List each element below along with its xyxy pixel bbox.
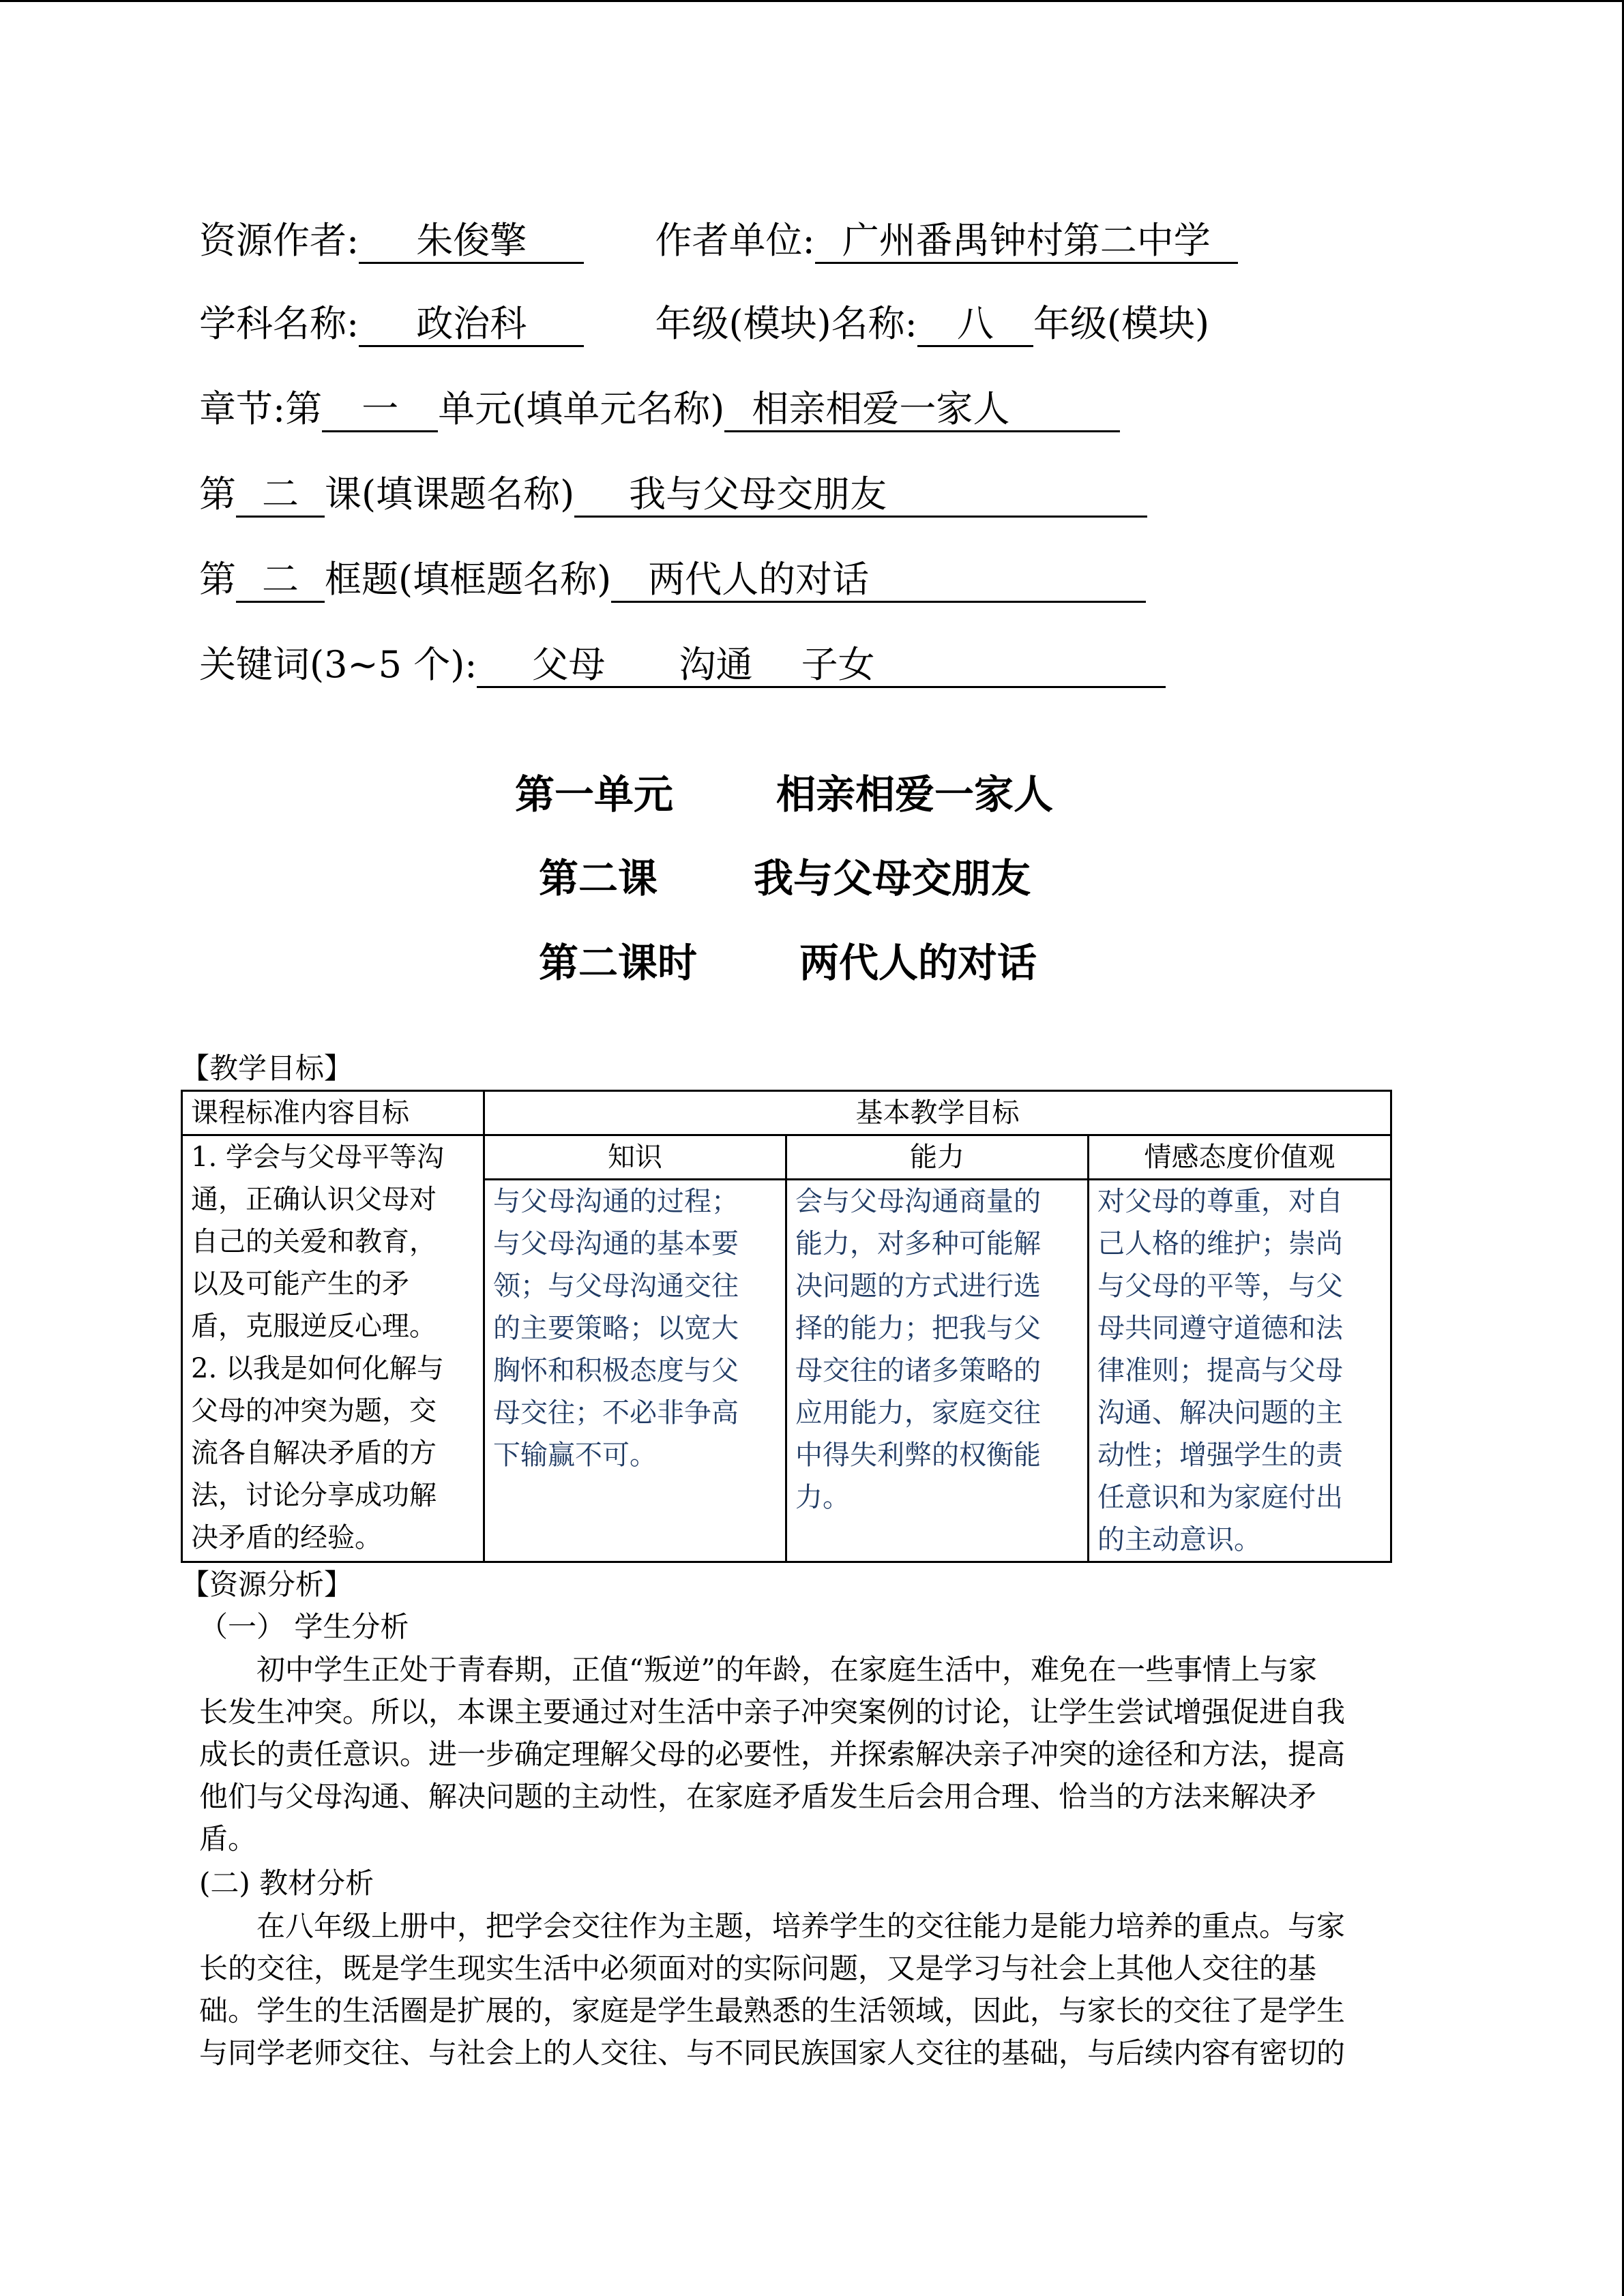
goals-header-row [182, 1091, 1391, 1135]
knowledge-line: 的主要策略；以宽大 [493, 1313, 739, 1344]
lesson-line [199, 471, 1147, 518]
knowledge-line: 与父母沟通的过程； [493, 1186, 739, 1217]
emotion-line: 沟通、解决问题的主 [1097, 1397, 1343, 1429]
emotion-line: 对父母的尊重，对自 [1097, 1186, 1343, 1217]
knowledge-cell [484, 1180, 786, 1562]
subject-label: 学科名称: [199, 302, 359, 345]
emotion-line: 己人格的维护；崇尚 [1097, 1228, 1343, 1259]
standard-line: 流各自解决矛盾的方 [191, 1437, 437, 1469]
keywords-line [199, 641, 1166, 689]
knowledge-line: 下输赢不可。 [493, 1440, 657, 1471]
frame-line [199, 556, 1146, 603]
col-emotion-header: 情感态度价值观 [1089, 1135, 1391, 1180]
period-heading-title: 两代人的对话 [799, 940, 1037, 986]
emotion-line: 母共同遵守道德和法 [1097, 1313, 1343, 1344]
standard-line: 以及可能产生的矛 [191, 1268, 409, 1300]
unit-label: 作者单位: [655, 219, 815, 262]
paragraph-line: 成长的责任意识。进一步确定理解父母的必要性，并探索解决亲子冲突的途径和方法，提高 [199, 1738, 1346, 1771]
emotion-cell [1089, 1180, 1391, 1562]
ability-cell [786, 1180, 1089, 1562]
author-line [199, 217, 1238, 265]
ability-line: 母交往的诸多策略的 [795, 1355, 1041, 1386]
paragraph-line: 与同学老师交往、与社会上的人交往、与不同民族国家人交往的基础，与后续内容有密切的 [199, 2036, 1346, 2070]
standard-line: 法，讨论分享成功解 [191, 1480, 437, 1511]
standard-line: 决矛盾的经验。 [191, 1522, 382, 1553]
emotion-line: 律准则；提高与父母 [1097, 1355, 1343, 1386]
paragraph-line: 他们与父母沟通、解决问题的主动性，在家庭矛盾发生后会用合理、恰当的方法来解决矛 [199, 1780, 1317, 1813]
standard-line: 自己的关爱和教育， [191, 1226, 437, 1257]
unit-heading-number: 第一单元 [515, 771, 674, 818]
emotion-line: 与父母的平等，与父 [1097, 1270, 1343, 1302]
chapter-line [199, 385, 1120, 433]
ability-line: 决问题的方式进行选 [795, 1270, 1041, 1302]
standard-line: 通，正确认识父母对 [191, 1184, 437, 1215]
paragraph-line: 在八年级上册中，把学会交往作为主题，培养学生的交往能力是能力培养的重点。与家 [199, 1909, 1346, 1943]
textbook-analysis-paragraph [199, 1905, 1400, 2074]
standard-line: 盾，克服逆反心理。 [191, 1311, 437, 1342]
ability-line: 能力，对多种可能解 [795, 1228, 1041, 1259]
knowledge-line: 与父母沟通的基本要 [493, 1228, 739, 1259]
frame-mid: 框题(填框题名称) [325, 558, 612, 601]
lesson-number: 二 [236, 473, 325, 518]
lesson-mid: 课(填课题名称) [325, 473, 575, 516]
ability-line: 力。 [795, 1482, 850, 1513]
ability-line: 会与父母沟通商量的 [795, 1186, 1041, 1217]
paragraph-line: 长发生冲突。所以，本课主要通过对生活中亲子冲突案例的讨论，让学生尝试增强促进自我 [199, 1695, 1346, 1729]
chapter-label: 章节:第 [199, 387, 323, 430]
paragraph-line: 础。学生的生活圈是扩展的，家庭是学生最熟悉的生活领域，因此，与家长的交往了是学生 [199, 1994, 1346, 2027]
keywords-value: 父母 沟通 子女 [477, 644, 1166, 688]
emotion-line: 动性；增强学生的责 [1097, 1440, 1343, 1471]
standard-line: 父母的冲突为题，交 [191, 1395, 437, 1427]
textbook-analysis-title: (二) 教材分析 [199, 1866, 374, 1900]
lesson-heading-title: 我与父母交朋友 [754, 855, 1031, 901]
col-basic-header: 基本教学目标 [484, 1091, 1391, 1135]
author-label: 资源作者: [199, 219, 359, 262]
col-knowledge-header: 知识 [484, 1135, 786, 1180]
paragraph-line: 长的交往，既是学生现实生活中必须面对的实际问题，又是学习与社会上其他人交往的基 [199, 1952, 1317, 1985]
teaching-goals-title: 【教学目标】 [181, 1052, 353, 1085]
unit-value: 广州番禺钟村第二中学 [815, 220, 1238, 264]
frame-number: 二 [236, 558, 325, 603]
ability-line: 应用能力，家庭交往 [795, 1397, 1041, 1429]
resource-analysis-title: 【资源分析】 [181, 1568, 353, 1601]
subject-value: 政治科 [359, 303, 584, 347]
knowledge-line: 母交往；不必非争高 [493, 1397, 739, 1429]
chapter-mid: 单元(填单元名称) [438, 387, 725, 430]
ability-line: 中得失利弊的权衡能 [795, 1440, 1041, 1471]
teaching-goals-table [181, 1090, 1392, 1563]
standard-line: 1. 学会与父母平等沟 [191, 1142, 444, 1173]
lesson-heading-number: 第二课 [539, 855, 658, 901]
student-analysis-paragraph [199, 1649, 1400, 1860]
ability-line: 择的能力；把我与父 [795, 1313, 1041, 1344]
grade-label: 年级(模块)名称: [655, 302, 917, 345]
grade-value: 八 [917, 303, 1033, 347]
unit-heading-title: 相亲相爱一家人 [776, 771, 1054, 818]
frame-prefix: 第 [199, 558, 236, 601]
paragraph-line: 初中学生正处于青春期，正值“叛逆”的年龄，在家庭生活中，难免在一些事情上与家 [199, 1653, 1317, 1686]
standard-cell [182, 1135, 484, 1562]
keywords-label: 关键词(3~5 个): [199, 643, 477, 686]
paragraph-line: 盾。 [199, 1822, 257, 1855]
knowledge-line: 领；与父母沟通交往 [493, 1270, 739, 1302]
emotion-line: 的主动意识。 [1097, 1524, 1261, 1555]
author-value: 朱俊擎 [359, 220, 584, 264]
chapter-number: 一 [322, 388, 438, 432]
subject-line [199, 300, 1209, 348]
chapter-value: 相亲相爱一家人 [724, 388, 1120, 432]
lesson-prefix: 第 [199, 473, 236, 516]
col-ability-header: 能力 [786, 1135, 1089, 1180]
goals-subheader-row [182, 1135, 1391, 1180]
period-heading-number: 第二课时 [539, 940, 698, 986]
standard-line: 2. 以我是如何化解与 [191, 1353, 444, 1384]
col-standard-header: 课程标准内容目标 [182, 1091, 484, 1135]
frame-value: 两代人的对话 [611, 558, 1146, 603]
grade-suffix: 年级(模块) [1033, 302, 1210, 345]
lesson-value: 我与父母交朋友 [574, 473, 1147, 518]
student-analysis-title: （一） 学生分析 [199, 1610, 409, 1643]
knowledge-line: 胸怀和积极态度与父 [493, 1355, 739, 1386]
emotion-line: 任意识和为家庭付出 [1097, 1482, 1343, 1513]
